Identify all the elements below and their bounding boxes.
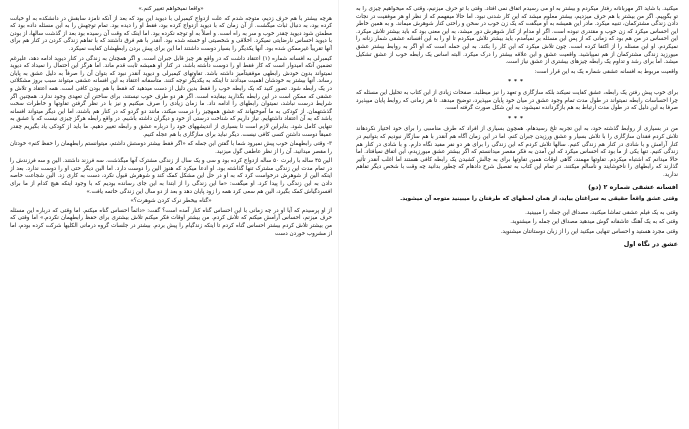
paragraph: از او پرسیدم که آیا او در چه زمانی با این احساس گناه کنار آمده است؟ گفت: «دائماً احساس گناه میکنم. اما وقتی که درباره این مسئله حرف میزنم، احساس آرامش میکنم که تلاش کردم. من بیشتر اوقات فکر میکنم تلاش بیشتری برای حفظ رابطهمان نکردم.» اما وقتی که من بیشتر تلاش کردم بیشتر احساس گناه کردم تا اینکه زندگیام را پیش بردم. بیشتر در جلسات گروه درمانی الکلیها شرکت کرده بودم، اما از مشروب خوردن دست (10, 207, 332, 237)
page-gutter (338, 0, 339, 429)
myth-statement: وقتی عشق واقعاً حقیقی به سراغتان بیاید، از همان لحظهای که طرفتان را میبینید متوجه آن میشوید. (400, 196, 678, 203)
paragraph: ۳- وقتی رابطهمان خوب پیش نمیرود شما با گفتن این جمله که «اگر فقط بیشتر دوستش داشتم، میتوانستم رابطهمان را حفظ کنم» خودتان را مقصر میدانید. آن را از نظر عاطفی گول میزنید. (10, 141, 332, 155)
paragraph: من در بسیاری از روابط گذشته خود، به این تجربه تلخ رسیدهام. همچون بسیاری از افراد که طرف مناسبی را برای خود اختیار نکردهاند تلاش کردم فقدان سازگاری را با تلاش بسیار و عشق ورزیدن جبران کنم. اما در این زمان آگاه هم آنقدر با هم سازگار نبودیم که بتوانیم در کنار آرامش و با شادی در کنار هم زندگی کنیم. سالها تلاش کردم که این زندگی را برای هر دو نفر مفید نگاه دارم. و با شادی در کنار هم زندگی کنیم. تنها یکی از ما بود که احساس میکرد که این آمدن به فکر مقصر میدانستم که اگر بیشتر عشق میورزیدم، این اتفاق نمیافتاد. اما حالا میدانم که اشتباه میکردم. تفاوتها مهمند، گاهی اوقات همین تفاوتها برای به چالش کشیدن یک رابطه کافی هستند اما اغلب آنقدر تأثیر گذارند که رابطهای را ناخوشایند و ناسالم میکنند. در تمام این کتاب به تفصیل شرح دادهام که چطور بدانید چه وقت با شخص دیگر تفاهم ندارید. (356, 126, 678, 178)
subsection-heading: عشق در نگاه اول (623, 240, 678, 249)
paragraph: کیمبرلی به افسانه شماره (۱) اعتقاد داشت که در واقع هر چیز قابل جبران است. و اگر همچنان به زندگی در کنار دیوید ادامه دهد، علیرغم تضمین آنکه امیدوار است که کار فقط او را دوست داشته باشد، در کنار او همیشه ثابت قدم ماند. اما هرگز این احتمال را نمیداد که دیوید نمیتواند بدون خودش رابطهی موفقیتآمیز داشته باشد. تفاوتهای کیمبرلی و دیوید آنقدر نبود که بتوان آن را صرفاً به دلیل عشق به پایان رساند. آنها بیشتر به خودشان اهمیت میدادند تا اینکه به یکدیگر توجه کنند. متأسفانه اعتقاد به این افسانه عشقی میتواند سبب بروز مشکلاتی در یک رابطه شود. تصور کنید که یک رابطه خوب را فقط بدین دلیل از دست میدهید که فقط با هم بودن کافی است. همه اعتقاد و تلاش و عشقی که ممکن است در این رابطه بگذارید بیفایده است. اگر هر دو طرف خوب نیستند، برای ساختن آن تعهدی وجود ندارد. همچنین اگر شرایط درست نباشد، نمیتوان رابطهای را ادامه داد. ما زمان زیادی را صرف میکنیم و نیز با در نظر گرفتن تفاوتها و خاطرات سخت گذشتهمان. از کودکی به ما آموختهاند که عشق همهچیز را درست میکند، مانند دو گردو که در کنار هم باشند، اما این دیگر میتواند افسانه باشد که به آن اعتقاد داشتهایم. نیاز داریم که شناخت درستی از خود و دیگران داشته باشیم. در واقع رابطه هرگز چیزی نیست که با عشق به تنهایی کامل شود. بنابراین لازم است تا بسیاری از اندیشههای خود را درباره عشق و رابطه تغییر دهیم. ما باید از کودکی یاد بگیریم چقدر عمیقاً دوست داشتن کسی کافی نیست. دیگر نباید برای سازگاری با هم عجله کنیم. (10, 55, 332, 138)
paragraph: برای خوب پیش رفتن یک رابطه، عشق کفایت نمیکند بلکه سازگاری و تعهد را نیز میطلبد. صفحات زیادی از این کتاب به تحلیل این مسئله که چرا احساسات رابطه نمیتواند در طول مدت تمام وجود عشق در میان خود پایان میپذیرد، توضیح میدهد. تا هر زمانی که روابط پایان میپذیرد صرفا به این دلیل که در طول مدت ارتباط به هم بازگردانده نمیشود، به این شکل صورت گرفته است. (356, 89, 678, 112)
paragraph: وقتی که به یک آهنگ عاشقانه گوش میدهید مصداق این جمله را میشنوید. (510, 219, 678, 226)
paragraph: الین ۴۵ ساله با رابرت ۵۰ ساله ازدواج کرده بود و سی و یک سال از زندگی مشترک آنها میگذشت. سه فرزند داشتند. الین و سه فرزندش را در تمام مدت این زندگی مشترک تنها گذاشته بود. او ادعا میکرد که هنوز الین را دوست دارد. اما الین دیگر حتی او را دوست ندارد. بعد از اینکه الین از شوهرش درخواست کرد که به او در حل این مشکل کمک کند و شوهرش قبول نکرد، دست به کاری زد. الین شجاعت خاصه دادن به این زندگی را پیدا کرد. او میگفت: «ما این زندگی را از ابتدا به این جای رسانده بودیم که با وجود اینکه هیچ کدام از ما برای افسردگیاش کمک بگیرد، الین هم سعی کرد همه را زود پایان دهد و بعد از دو سال این زندگی خاتمه یافت.» (10, 158, 332, 195)
right-page (356, 6, 678, 426)
paragraph: واقعیت مربوط به افسانه عشقی شماره یک به این قرار است: (534, 68, 678, 75)
quote: «واقعاً نمیخواهم تغییر کنم.» (138, 6, 204, 12)
section-heading: افسانه عشقی شماره ۲ (دو) (588, 183, 678, 192)
section-divider: *** (508, 115, 526, 122)
section-divider: *** (508, 79, 526, 86)
paragraph: وقتی به یک فیلم عشقی تماشا میکنید، مصداق این جمله را میبینید. (525, 209, 678, 216)
quote: «گناه بیخطر نرک کردن شوهرت؟» (130, 198, 212, 205)
left-page (10, 6, 332, 426)
paragraph: وقتی مجرد هستید و احساس تنهایی میکنید این را از زبان دوستانتان میشنوید. (500, 228, 678, 235)
paragraph: میکنید. با شاید اگر مهربانانه رفتار میکردم و بیشتر به او می رسیدم اتفاق نمی افتاد. وقتی با تو حرف میزنیم، وقتی که میخواهیم چیزی را به تو بگوییم. اگر من بیشتر با هم حرف میزدیم، بیشتر معلوم میشد که این کار شدنی نبود. اما حالا میفهمم که از نظر او هر موفقیت در نجات دادن زندگی مشترکمان، تنبیه میکرد. مادر این همیشه به او میگفت که یک زن خوب در سخن و راحتی کنار شوهرش میماند. و به همین خاطر این احساس میکرد که زن خوب و مقتدری نبوده است. اگر او مدام از کنار شوهرش دور میشد، به این معنی بود که باید بیشتر تلاش میکرد. این احساس در من هم بود که زمانی که از پس این مسئله بر نمیآمدم، باید بیشتر تلاش میکردم تا او را به این افسانه عشقی شمار زنانه را نمیکردم. او این مسئله را از اکتفا کرده است. چون تلاش میکرد که این کار را بکند. به این حمله است که او اگر به روابط بیشتر عشق میورزید زندگی مشترکمان از هم نمیپاشید. واقعیت عشق و این علاقه بیشتر را درک میکرد. البته اساس یک رابطه خوب از عشق تشکیل میشد. اما برای رشد و تداوم یک رابطه چیزهای بیشتری از عشق نیاز است. (356, 6, 678, 66)
paragraph: هرچه بیشتر با هم حرف زدیم، متوجه شدم که علت ازدواج کیمبرلی با دیوید این بود که بعد از آنکه نامزد سابقش در دانشکده به او خیانت کرده بود، به دنبال ثبات میگشت. از آن زمان که با دیوید ازدواج کرده بود، فقط او را دیده بود. تمام توجهش را به این مسئله داده بود که مطمئن شود دیوید چقدر خوب و سر به راه است. و اصلاً به او توجه نکرده بود. اما اینک که وقت آن رسیده بود بعد از گذشت سالها، از بودن با دیوید احساس نارضایتی نمیکرد. اخلاقی و شخصیتی او خسته شده بود. آنقدر با هم فرق داشتند که با تفاهم زندگی کردن در کنار هم برای آنها تقریباً غیرممکن شده بود. آنها یکدیگر را بسیار دوست داشتند اما این برای پیش بردن رابطهشان کفایت نمیکرد. (10, 15, 332, 52)
